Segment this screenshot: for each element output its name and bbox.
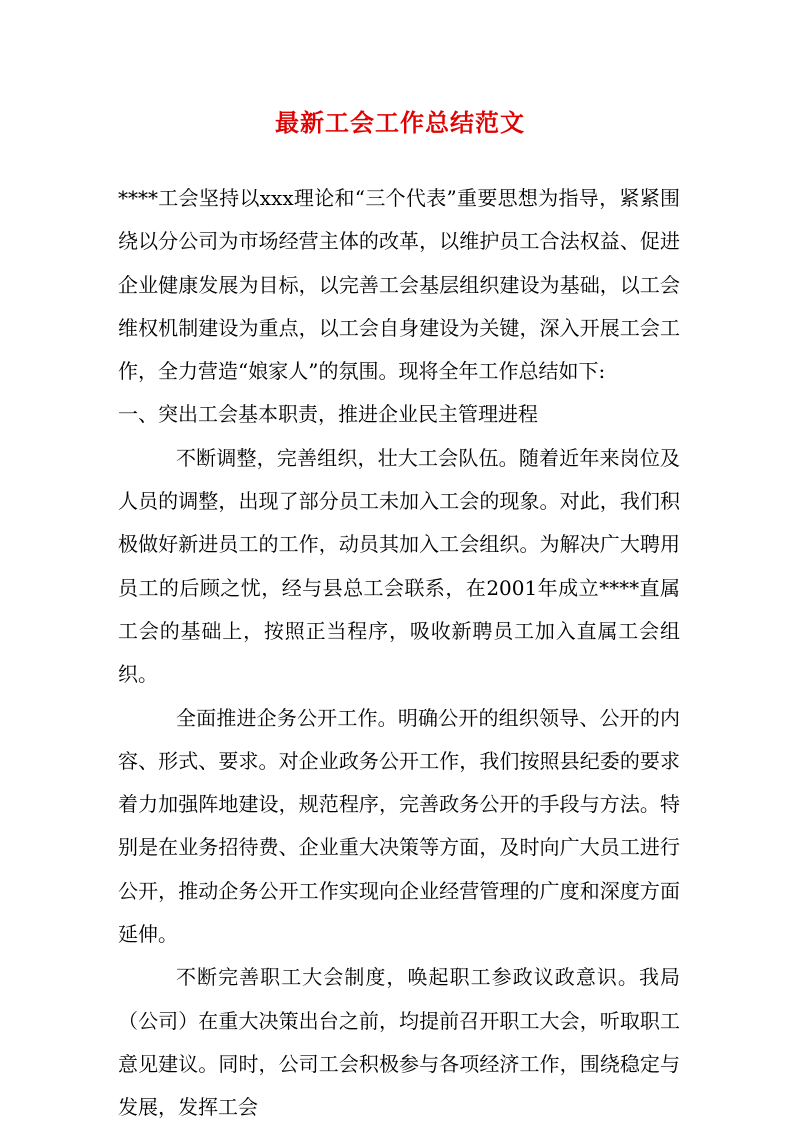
body-paragraph: 不断完善职工大会制度，唤起职工参政议政意识。我局（公司）在重大决策出台之前，均提前召开职工大会，听取职工意见建议。同时，公司工会积极参与各项经济工作，围绕稳定与发展，发挥工会 bbox=[118, 965, 680, 1120]
document-body bbox=[118, 177, 680, 1130]
body-paragraph: 不断调整，完善组织，壮大工会队伍。随着近年来岗位及人员的调整，出现了部分员工未加入工会的现象。对此，我们积极做好新进员工的工作，动员其加入工会组织。为解决广大聘用员工的后顾之忧，经与县总工会联系，在2001年成立****直属工会的基础上，按照正当程序，吸收新聘员工加入直属工会组织。 bbox=[118, 445, 680, 687]
intro-paragraph: ****工会坚持以xxx理论和“三个代表”重要思想为指导，紧紧围绕以分公司为市场经营主体的改革，以维护员工合法权益、促进企业健康发展为目标，以完善工会基层组织建设为基础，以工会维权机制建设为重点，以工会自身建设为关键，深入开展工会工作，全力营造“娘家人”的氛围。现将全年工作总结如下: bbox=[118, 186, 680, 384]
body-paragraph: 全面推进企务公开工作。明确公开的组织领导、公开的内容、形式、要求。对企业政务公开工作，我们按照县纪委的要求着力加强阵地建设，规范程序，完善政务公开的手段与方法。特别是在业务招待费、企业重大决策等方面，及时向广大员工进行公开，推动企务公开工作实现向企业经营管理的广度和深度方面延伸。 bbox=[118, 705, 680, 947]
document-title: 最新工会工作总结范文 bbox=[275, 108, 525, 137]
section-heading: 一、突出工会基本职责，推进企业民主管理进程 bbox=[118, 402, 538, 427]
